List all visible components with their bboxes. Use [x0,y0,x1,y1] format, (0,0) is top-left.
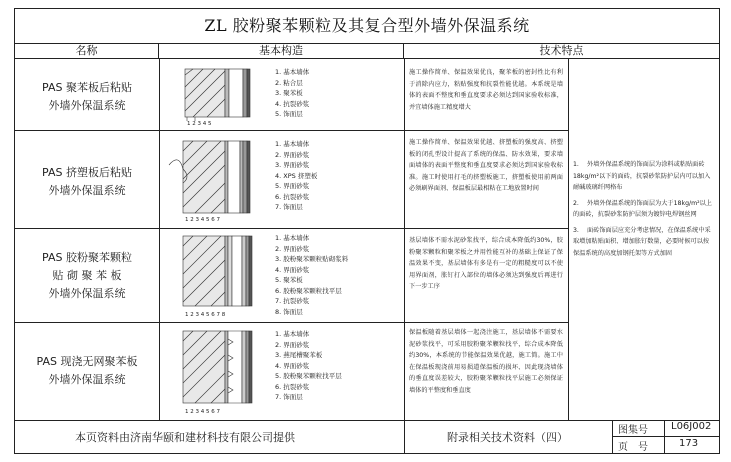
construction-drawing [165,232,271,320]
svg-text:1 2 3 4 5 6 7: 1 2 3 4 5 6 7 [185,409,220,415]
grid-line [404,420,405,453]
feature-text: 保温板随着基层墙体一起浇注施工，基层墙体不需要水泥砂浆找平，可采用胶粉聚苯颗粒找平，综合成本降低约30%，本系统的节能保温效果优越，施工简。施工中在保温板现浇前用易损道保温板的损坏、因此现浇墙体的垂直度误差较大，胶粉聚苯颗粒找平层施工必须保证墙体的平整度和垂直度 [409,329,563,394]
grid-line [15,228,568,229]
layer-list: 1. 基本墙体 2. 粘合层 3. 聚苯板 4. 抗裂砂浆 5. 饰面层 [275,68,310,118]
row-name: PAS 现浇无网聚苯板 外墙外保温系统 [36,355,138,386]
grid-line [159,59,160,420]
svg-text:1 2 3 4 5: 1 2 3 4 5 [187,121,212,127]
svg-text:1 2 3 4 5 6 7 8: 1 2 3 4 5 6 7 8 [185,312,226,318]
feature-text: 基层墙体不需水泥砂浆找平，综合成本降低约30%，胶粉聚苯颗粒和聚苯板之并用性能互补的基础上保证了保温效果不变，基层墙体有多是有一定的粗糙度可以不使用界面剂，胀钉打入部位的墙体必须达到强度后再进行下一步工序 [409,237,563,290]
construction-drawing [165,63,271,127]
column-header-name: 名称 [15,43,159,59]
row-name: PAS 胶粉聚苯颗粒 贴 砌 聚 苯 板 外墙外保温系统 [42,251,132,300]
shared-feature-item: 3. 面砖饰面层应充分考虑情况，在保温系统中采取增加粘贴面积、增加胀钉数量，必要时候可以按保温系统的高度加钢托架等方式加固 [573,226,711,257]
construction-drawing [165,135,271,225]
provider-note: 本页资料由济南华颐和建材科技有限公司提供 [75,431,295,444]
page-label: 页 号 [618,442,648,453]
drawing-sheet [14,8,720,454]
atlas-value: L06J002 [671,421,712,432]
page-title: ZL 胶粉聚苯颗粒及其复合型外墙外保温系统 [204,16,530,35]
atlas-label: 图集号 [618,425,648,436]
shared-feature-item: 1. 外墙外保温系统的饰面层为涂料或粘贴面砖18kg/m²以下的面砖，抗裂砂浆防护层内可以加入耐碱玻璃纤网格布 [573,161,711,191]
svg-text:1 2 3 4 5 6 7: 1 2 3 4 5 6 7 [185,217,220,223]
grid-line [15,130,568,131]
grid-line [568,59,569,420]
shared-feature-item: 2. 外墙外保温系统的饰面层为大于18kg/m²以上的面砖，抗裂砂浆防护层须为镀锌电焊钢丝网 [573,199,712,218]
column-header-features: 技术特点 [404,43,719,59]
section-title: 附录相关技术资料（四） [447,431,568,444]
grid-line [612,436,719,437]
grid-line [15,322,568,323]
shared-features [573,159,715,259]
row-name: PAS 挤塑板后粘贴 外墙外保温系统 [42,166,132,197]
row-name: PAS 聚苯板后粘贴 外墙外保温系统 [42,81,132,112]
page-number: 173 [679,438,699,449]
grid-line [404,59,405,420]
layer-list: 1. 基本墙体 2. 界面砂浆 3. 界面砂浆 4. XPS 挤塑板 5. 界面砂浆 6. 抗裂砂浆 7. 饰面层 [275,140,318,211]
construction-drawing [165,327,271,417]
layer-list: 1. 基本墙体 2. 界面砂浆 3. 燕尾槽聚苯板 4. 界面砂浆 5. 胶粉聚苯颗粒找平层 6. 抗裂砂浆 7. 饰面层 [275,330,342,401]
feature-text: 施工操作简单、保温效果优越、挤塑板的强度高、挤塑板的闭孔型设计提高了系统的保温、防水效果，要求墙面墙体的表面平整度和垂直度要求必须达到国家验收标准。施工时使用打毛的挤塑板施工，挤塑板使用前两面必须刷界面剂、保温板层最相粘在工地放置时间 [409,139,563,192]
layer-list: 1. 基本墙体 2. 界面砂浆 3. 胶粉聚苯颗粒贴砌浆料 4. 界面砂浆 5. 聚苯板 6. 胶粉聚苯颗粒找平层 7. 抗裂砂浆 8. 饰面层 [275,234,349,316]
grid-line [15,420,719,421]
feature-text: 施工操作简单、保温效果优良，聚苯板的密封性比有利于消除内应力，粘贴强度和抗裂性能优越。本系统是墙体的表面不整度和垂直度要求必须达到国家验收标准，并宜墙体施工精度增大 [409,69,563,111]
column-header-structure: 基本构造 [159,43,404,59]
